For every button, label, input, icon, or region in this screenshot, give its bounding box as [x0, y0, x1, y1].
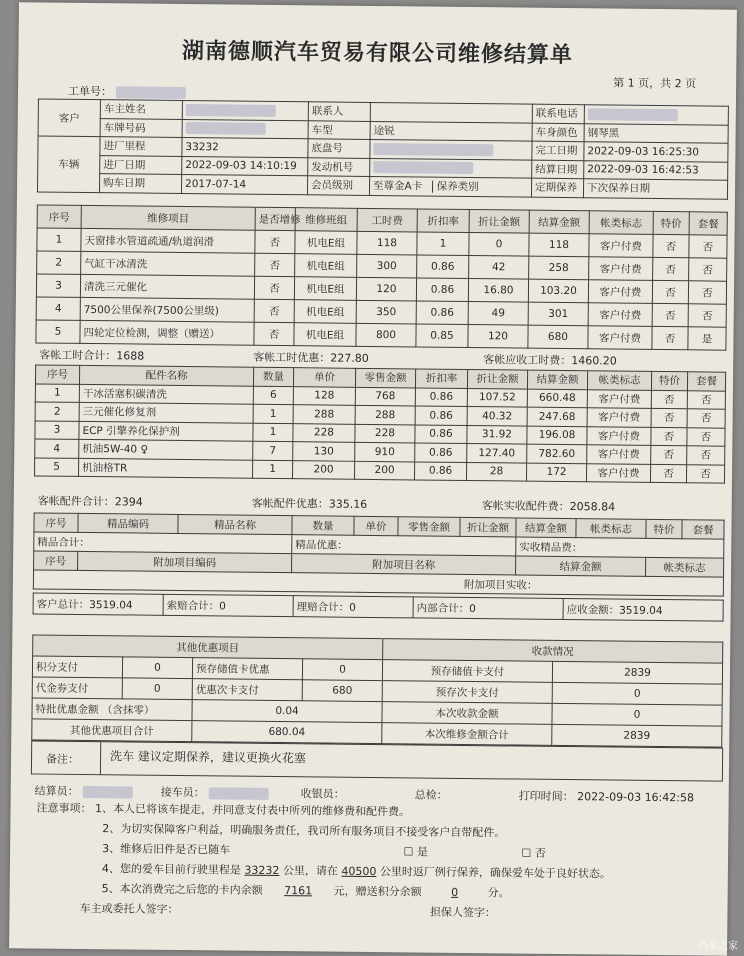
- labor-row-cell: 否: [255, 253, 295, 276]
- labor-row-cell: 120: [356, 277, 416, 301]
- special-value: 0.04: [192, 700, 382, 723]
- watermark: 汽车之家: [698, 941, 738, 952]
- labor-row-cell: 49: [468, 301, 528, 325]
- labor-row-cell: 气缸干冰清洗: [81, 251, 255, 276]
- labor-row-cell: 否: [652, 303, 688, 326]
- color-value: 钢琴黑: [584, 123, 728, 143]
- guarantor-sign-label: 担保人签字：: [429, 905, 497, 920]
- extra-header-cell: 帐类标志: [645, 557, 723, 577]
- parts-row-cell: 6: [253, 386, 293, 405]
- member-value-text: 至尊金A卡: [373, 180, 423, 193]
- parts-row-cell: 1: [253, 404, 293, 423]
- parts-row-cell: 否: [686, 464, 724, 483]
- labor-row-cell: 否: [652, 326, 688, 349]
- chassis-label: 底盘号: [308, 139, 370, 158]
- labor-row-cell: 0.86: [416, 301, 468, 325]
- parts-row-cell: 1: [35, 383, 79, 402]
- note-5-a: 5、本次消费完之后您的卡内余额: [101, 882, 263, 897]
- receiver-label: 接车员：: [160, 785, 205, 800]
- inspector-label: 总检：: [414, 788, 448, 802]
- parts-row-cell: 247.68: [527, 407, 587, 426]
- boutique-header-cell: 精品名称: [178, 514, 292, 534]
- warranty-value: 定期保养: [531, 178, 583, 197]
- note-5-balance: 7161: [284, 884, 313, 898]
- prestore-disc-label: 预存储值卡优惠: [192, 658, 302, 680]
- payment-table: [31, 634, 723, 747]
- owner-value: [182, 100, 308, 120]
- boutique-total: 精品合计：: [34, 532, 292, 554]
- prestore-pay-label: 预存储值卡支付: [382, 660, 552, 683]
- note-3: 3、维修后旧件是否已随车: [102, 842, 231, 857]
- model-value: 途锐: [370, 121, 532, 141]
- parts-row-cell: 0.86: [415, 424, 467, 443]
- labor-row-cell: 否: [688, 281, 726, 304]
- parts-row-cell: 4: [35, 439, 79, 458]
- boutique-header-cell: 结算金额: [516, 518, 576, 538]
- customer-total: 客户总计：3519.04: [33, 593, 163, 615]
- parts-row-cell: 机油格TR: [79, 458, 253, 478]
- receiver: [161, 784, 269, 801]
- parts-row-cell: 1: [253, 460, 293, 479]
- settle-label: 结算日期: [532, 160, 584, 179]
- labor-row-cell: 300: [357, 254, 417, 278]
- labor-row-cell: 否: [689, 258, 727, 281]
- current-received-value: 0: [552, 703, 722, 726]
- labor-row-cell: 118: [357, 231, 417, 255]
- other-total-label: 其他优惠项目合计: [32, 719, 192, 742]
- special-label: 特批优惠金额 （含抹零）: [32, 698, 192, 721]
- settler: [35, 782, 133, 799]
- parts-row-cell: 否: [651, 427, 687, 446]
- boutique-header-cell: 套餐: [682, 520, 724, 539]
- finish-label: 完工日期: [532, 141, 584, 160]
- boutique-header-cell: 单价: [354, 516, 398, 535]
- times-card-value: 680: [302, 680, 382, 702]
- finish-value: 2022-09-03 16:25:30: [584, 142, 728, 162]
- parts-row-cell: 228: [293, 423, 355, 442]
- notes-section: [35, 798, 611, 924]
- labor-row-cell: 0.86: [417, 255, 469, 279]
- labor-row-cell: 3: [36, 274, 80, 297]
- phone-label: 联系电话: [532, 104, 584, 123]
- prestore-times-value: 0: [552, 682, 722, 705]
- labor-header-cell: 是否增修: [255, 207, 295, 230]
- labor-header-cell: 结算金额: [529, 210, 589, 234]
- model-label: 车型: [308, 120, 370, 139]
- labor-row-cell: 1: [417, 232, 469, 256]
- labor-row-cell: 2: [37, 251, 81, 274]
- boutique-received: 实收精品费：: [516, 537, 724, 558]
- parts-row-cell: 5: [35, 457, 79, 476]
- parts-row-cell: 否: [651, 390, 687, 409]
- labor-row-cell: 天窗排水管道疏通/轨道润滑: [81, 228, 255, 253]
- labor-row-cell: 机电E组: [294, 323, 356, 347]
- labor-row-cell: 客户付费: [589, 234, 653, 258]
- contact-value: [370, 102, 532, 122]
- warranty-label: 保养类别: [432, 181, 479, 193]
- parts-header-cell: 折让金额: [467, 369, 527, 388]
- parts-row-cell: 782.60: [527, 444, 587, 463]
- parts-row-cell: 机油5W-40 ♀: [79, 439, 253, 459]
- note-4-next: 40500: [341, 864, 377, 879]
- extra-header-cell: 附加项目编码: [78, 551, 292, 572]
- labor-discount: 客帐工时优惠：227.80: [253, 350, 369, 365]
- settlement-sheet: [9, 2, 737, 955]
- member-value: [369, 176, 531, 196]
- labor-row-cell: 机电E组: [294, 277, 356, 301]
- extra-received: 附加项目实收：: [33, 570, 723, 596]
- labor-row-cell: 机电E组: [294, 300, 356, 324]
- labor-row-cell: 680: [528, 325, 588, 349]
- labor-header-cell: 套餐: [689, 212, 727, 235]
- prestore-pay-value: 2839: [552, 661, 722, 684]
- parts-row-cell: 288: [293, 405, 355, 424]
- coupon-label: 代金券支付: [32, 677, 122, 699]
- parts-row-cell: 172: [526, 463, 586, 482]
- boutique-header-cell: 帐类标志: [576, 519, 646, 539]
- labor-row-cell: 客户付费: [589, 257, 653, 281]
- parts-row-cell: 否: [687, 409, 725, 428]
- labor-row-cell: 42: [469, 255, 529, 279]
- parts-row-cell: ECP 引擎养化保护剂: [79, 421, 253, 441]
- parts-rows: [35, 383, 726, 483]
- parts-row-cell: 196.08: [527, 426, 587, 445]
- owner-sign-label: 车主或委托人签字：: [79, 901, 179, 916]
- parts-row-cell: 2: [35, 402, 79, 421]
- labor-row-cell: 否: [653, 257, 689, 280]
- labor-row-cell: 16.80: [468, 278, 528, 302]
- labor-row-cell: 清洗三元催化: [80, 274, 254, 299]
- parts-row-cell: 否: [687, 427, 725, 446]
- parts-row-cell: 200: [292, 460, 354, 479]
- buy-value: 2017-07-14: [181, 174, 307, 194]
- labor-row-cell: 258: [529, 256, 589, 280]
- labor-row-cell: 350: [356, 300, 416, 324]
- redacted-block: [82, 786, 132, 799]
- labor-header-cell: 维修项目: [81, 205, 255, 230]
- other-total-value: 680.04: [192, 721, 382, 744]
- labor-header-cell: 特价: [653, 211, 689, 234]
- labor-row-cell: 0.85: [416, 324, 468, 348]
- labor-row-cell: 否: [254, 299, 294, 322]
- parts-row-cell: 客户付费: [587, 389, 651, 408]
- points-label: 积分支付: [32, 656, 122, 678]
- parts-table: [34, 364, 726, 483]
- customer-info-table: [37, 98, 729, 199]
- repair-total-label: 本次维修金额合计: [382, 723, 552, 746]
- labor-total: 客帐工时合计：1688: [39, 348, 145, 363]
- labor-header-cell: 序号: [37, 205, 81, 228]
- parts-row-cell: 0.86: [415, 443, 467, 462]
- boutique-header-cell: 零售金额: [398, 517, 460, 537]
- labor-row-cell: 否: [688, 304, 726, 327]
- labor-row-cell: 800: [356, 323, 416, 347]
- parts-row-cell: 否: [687, 390, 725, 409]
- other-title: 其他优惠项目: [33, 635, 383, 660]
- labor-row-cell: 0: [469, 232, 529, 256]
- parts-header-cell: 零售金额: [355, 368, 415, 387]
- parts-header-cell: 套餐: [687, 372, 725, 391]
- labor-row-cell: 否: [254, 276, 294, 299]
- engine-value: [370, 158, 532, 178]
- phone-value: [584, 105, 728, 125]
- parts-row-cell: 127.40: [467, 443, 527, 462]
- labor-header-cell: 工时费: [357, 208, 417, 232]
- cashier-label: 收银员：: [300, 787, 345, 801]
- note-4-mileage: 33232: [244, 863, 280, 878]
- labor-row-cell: 120: [468, 324, 528, 348]
- parts-header-cell: 结算金额: [527, 370, 587, 389]
- parts-header-cell: 帐类标志: [587, 371, 651, 390]
- parts-row-cell: 768: [355, 387, 415, 406]
- boutique-discount: 精品优惠：: [292, 535, 516, 556]
- labor-row-cell: 客户付费: [588, 280, 652, 304]
- boutique-table: [33, 512, 725, 596]
- vehicle-section-label: 车辆: [37, 136, 100, 192]
- parts-row-cell: 910: [355, 442, 415, 461]
- remark-label: 备注：: [45, 752, 80, 766]
- remark-text: 洗车 建议定期保养，建议更换火花塞: [110, 749, 306, 766]
- extra-header-cell: 附加项目名称: [292, 554, 516, 575]
- plate-label: 车牌号码: [100, 118, 182, 137]
- note-4-a: 4、您的爱车目前行驶里程是: [101, 862, 241, 877]
- labor-row-cell: 客户付费: [588, 303, 652, 327]
- note-5-b: 元，赠送积分余额: [333, 884, 422, 899]
- parts-row-cell: 1: [253, 423, 293, 442]
- customer-section-label: 客户: [38, 99, 100, 137]
- work-order-label: 工单号：: [67, 84, 113, 99]
- next-label: 下次保养日期: [583, 179, 727, 199]
- entry-label: 进厂日期: [100, 155, 182, 174]
- labor-row-cell: 否: [255, 230, 295, 253]
- note-5-points: 0: [451, 885, 459, 899]
- labor-header-cell: 帐类标志: [589, 211, 653, 235]
- labor-row-cell: 四轮定位检测，调整（赠送）: [80, 320, 254, 345]
- parts-row-cell: 0.86: [415, 406, 467, 425]
- coupon-value: 0: [122, 678, 192, 700]
- parts-row-cell: 40.32: [467, 406, 527, 425]
- work-order: [68, 83, 186, 100]
- labor-row-cell: 7500公里保养(7500公里级): [80, 297, 254, 322]
- labor-row-cell: 4: [36, 297, 80, 320]
- entry-value: 2022-09-03 14:10:19: [182, 156, 308, 176]
- checkbox-no: ☐ 否: [521, 846, 546, 860]
- boutique-header-cell: 精品编码: [78, 513, 178, 533]
- parts-row-cell: 107.52: [467, 388, 527, 407]
- labor-row-cell: 103.20: [528, 279, 588, 303]
- parts-row-cell: 否: [687, 446, 725, 465]
- member-label: 会员级别: [307, 176, 369, 195]
- labor-row-cell: 1: [37, 228, 81, 251]
- labor-table: [35, 204, 727, 350]
- labor-row-cell: 0.86: [416, 278, 468, 302]
- labor-row-cell: 否: [254, 322, 294, 345]
- mileage-label: 进厂里程: [100, 137, 182, 156]
- parts-row-cell: 7: [253, 441, 293, 460]
- note-4-b: 公里，请在: [282, 864, 338, 878]
- settle-value: 2022-09-03 16:42:53: [584, 160, 728, 180]
- parts-row-cell: 否: [651, 408, 687, 427]
- parts-header-cell: 折扣率: [415, 369, 467, 388]
- payment-title: 收款情况: [383, 639, 723, 664]
- labor-row-cell: 118: [529, 233, 589, 257]
- engine-label: 发动机号: [308, 157, 370, 176]
- parts-header-cell: 单价: [293, 368, 355, 387]
- labor-header-cell: 维修班组: [295, 208, 357, 232]
- boutique-header-cell: 数量: [292, 516, 354, 536]
- labor-row-cell: 机电E组: [295, 231, 357, 255]
- document-title: 湖南德顺汽车贸易有限公司维修结算单: [181, 38, 574, 69]
- labor-row-cell: 客户付费: [588, 326, 652, 350]
- labor-row-cell: 是: [688, 327, 726, 350]
- note-5-c: 分。: [487, 886, 510, 900]
- redacted-block: [208, 787, 268, 800]
- labor-header-cell: 折让金额: [469, 209, 529, 233]
- boutique-header-cell: 序号: [34, 513, 78, 532]
- labor-received: 客帐应收工时费：1460.20: [483, 353, 617, 368]
- receivable-amount: 应收金额：3519.04: [563, 598, 723, 621]
- parts-row-cell: 客户付费: [587, 445, 651, 464]
- parts-header-cell: 数量: [253, 367, 293, 386]
- print-time: 打印时间： 2022-09-03 16:42:58: [518, 789, 695, 805]
- summary-table: [33, 592, 724, 621]
- owner-label: 车主姓名: [100, 100, 182, 119]
- extra-header-cell: 结算金额: [516, 556, 646, 576]
- parts-row-cell: 28: [466, 462, 526, 481]
- parts-row-cell: 干冰活塞积碳清洗: [79, 384, 253, 404]
- boutique-header-cell: 折让金额: [460, 517, 516, 537]
- parts-received: 客帐实收配件费：2058.84: [481, 499, 616, 514]
- extra-header-cell: 序号: [34, 551, 78, 570]
- parts-header-cell: 序号: [35, 365, 79, 384]
- claim-total: 索赔合计：0: [163, 594, 293, 616]
- note-4-c: 公里时返厂例行保养，确保爱车处于良好状态。: [379, 865, 611, 881]
- boutique-header-cell: 特价: [646, 519, 682, 538]
- buy-label: 购车日期: [99, 174, 181, 193]
- labor-rows: [36, 228, 727, 350]
- prestore-disc-value: 0: [302, 659, 382, 681]
- labor-row-cell: 否: [653, 234, 689, 257]
- parts-row-cell: 0.86: [415, 387, 467, 406]
- labor-row-cell: 301: [528, 302, 588, 326]
- prestore-times-label: 预存次卡支付: [382, 681, 552, 704]
- chassis-value: [370, 139, 532, 159]
- insurance-total: 理赔合计：0: [293, 596, 413, 618]
- parts-row-cell: 否: [650, 464, 686, 483]
- labor-row-cell: 否: [652, 280, 688, 303]
- parts-row-cell: 客户付费: [587, 426, 651, 445]
- parts-row-cell: 客户付费: [586, 463, 650, 482]
- repair-total-value: 2839: [552, 724, 722, 747]
- redacted-block: [115, 86, 185, 99]
- remark-box: [31, 740, 723, 781]
- labor-row-cell: 机电E组: [295, 254, 357, 278]
- mileage-value: 33232: [182, 137, 308, 157]
- parts-header-cell: 特价: [651, 371, 687, 390]
- labor-row-cell: 5: [36, 320, 80, 343]
- parts-row-cell: 128: [293, 386, 355, 405]
- parts-total: 客帐配件合计：2394: [37, 494, 143, 509]
- internal-total: 内部合计：0: [413, 597, 563, 620]
- note-2: 2、为切实保障客户利益，明确服务责任，我司所有服务项目不接受客户自带配件。: [102, 822, 506, 840]
- parts-row-cell: 31.92: [467, 425, 527, 444]
- times-card-label: 优惠次卡支付: [192, 679, 302, 701]
- parts-row-cell: 0.86: [414, 461, 466, 480]
- parts-row-cell: 660.48: [527, 389, 587, 408]
- parts-row-cell: 228: [355, 424, 415, 443]
- points-value: 0: [122, 657, 192, 679]
- parts-row-cell: 客户付费: [587, 408, 651, 427]
- labor-header-cell: 折扣率: [417, 209, 469, 233]
- note-1: 1、本人已将该车提走，并同意支付表中所列的维修费和配件费。: [94, 802, 411, 819]
- color-label: 车身颜色: [532, 123, 584, 142]
- notes-title: 注意事项：: [36, 801, 92, 816]
- parts-row-cell: 三元催化修复剂: [79, 402, 253, 422]
- plate-value: [182, 119, 308, 139]
- parts-row-cell: 否: [651, 445, 687, 464]
- checkbox-yes: ☐ 是: [403, 845, 429, 859]
- parts-header-cell: 配件名称: [79, 365, 253, 385]
- page-number: 第 1 页，共 2 页: [613, 76, 697, 91]
- settler-label: 结算员：: [34, 784, 79, 798]
- current-received-label: 本次收款金额: [382, 702, 552, 725]
- parts-row-cell: 288: [355, 405, 415, 424]
- parts-row-cell: 130: [293, 442, 355, 461]
- contact-label: 联系人: [308, 102, 370, 121]
- parts-row-cell: 3: [35, 420, 79, 439]
- parts-discount: 客帐配件优惠：335.16: [251, 496, 368, 511]
- parts-row-cell: 200: [354, 461, 414, 480]
- labor-row-cell: 否: [689, 235, 727, 258]
